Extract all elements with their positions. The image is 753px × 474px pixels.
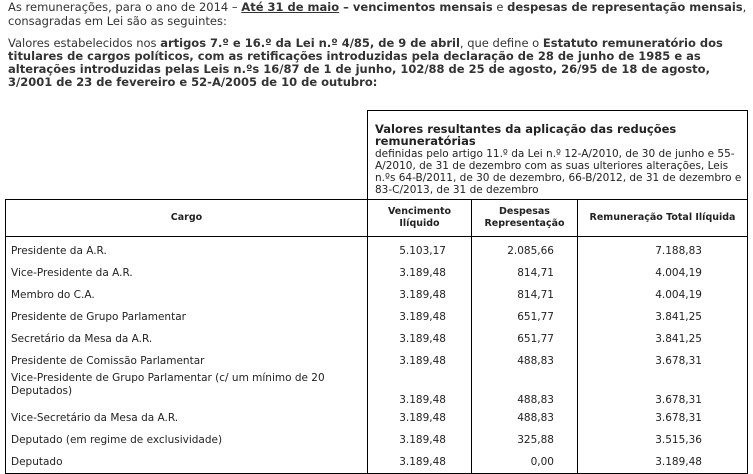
cell-total: 3.841,25 — [578, 306, 748, 328]
cell-total: 7.188,83 — [578, 237, 748, 263]
cell-cargo: Presidente de Grupo Parlamentar — [6, 306, 368, 328]
table-row — [6, 306, 748, 328]
table-row — [6, 262, 748, 284]
intro-conj: e — [492, 0, 508, 14]
cell-total: 3.189,48 — [578, 451, 748, 474]
table-row — [6, 237, 748, 263]
header-total: Remuneração Total Ilíquida — [578, 200, 748, 237]
cell-total: 3.678,31 — [578, 350, 748, 372]
intro-vencimentos: – vencimentos mensais — [339, 0, 493, 14]
cell-vencimento: 3.189,48 — [368, 407, 472, 429]
cell-despesas: 488,83 — [472, 372, 578, 407]
cell-cargo: Vice-Presidente de Grupo Parlamentar (c/ um mínimo de 20 Deputados) — [6, 372, 368, 407]
cell-cargo: Secretário da Mesa da A.R. — [6, 328, 368, 350]
intro-despesas: despesas de representação mensais — [507, 0, 743, 14]
table-row — [6, 451, 748, 474]
table-row — [6, 429, 748, 451]
intro-paragraph — [8, 0, 748, 28]
intro-text-end: , consagradas em Lei são as seguintes: — [8, 0, 747, 28]
cell-cargo: Vice-Secretário da Mesa da A.R. — [6, 407, 368, 429]
cell-vencimento: 3.189,48 — [368, 328, 472, 350]
intro-date: Até 31 de maio — [241, 0, 340, 14]
cell-despesas: 814,71 — [472, 262, 578, 284]
cell-vencimento: 3.189,48 — [368, 429, 472, 451]
cell-total: 3.515,36 — [578, 429, 748, 451]
cell-vencimento: 3.189,48 — [368, 306, 472, 328]
legal-references — [8, 37, 748, 89]
group-title: Valores resultantes da aplicação das reduções remuneratórias — [375, 122, 677, 148]
refs-text-mid: , que define o — [459, 36, 543, 50]
empty-corner — [6, 111, 368, 200]
table-row — [6, 284, 748, 306]
cell-vencimento: 3.189,48 — [368, 451, 472, 474]
cell-total: 4.004,19 — [578, 284, 748, 306]
header-vencimento: Vencimento Ilíquido — [368, 200, 472, 237]
intro-text: As remunerações, para o ano de 2014 – — [8, 0, 242, 14]
remuneration-table — [5, 110, 748, 474]
table-row — [6, 328, 748, 350]
cell-cargo: Vice-Presidente da A.R. — [6, 262, 368, 284]
header-cargo: Cargo — [6, 200, 368, 237]
cell-despesas: 2.085,66 — [472, 237, 578, 263]
cell-vencimento: 3.189,48 — [368, 350, 472, 372]
cell-total: 3.678,31 — [578, 372, 748, 407]
table-row — [6, 407, 748, 429]
cell-total: 4.004,19 — [578, 262, 748, 284]
cell-despesas: 488,83 — [472, 350, 578, 372]
refs-articles: artigos 7.º e 16.º da Lei n.º 4/85, de 9 de abril — [160, 36, 460, 50]
group-header — [368, 111, 748, 200]
cell-vencimento: 3.189,48 — [368, 262, 472, 284]
cell-despesas: 651,77 — [472, 306, 578, 328]
cell-cargo: Presidente da A.R. — [6, 237, 368, 263]
cell-vencimento: 3.189,48 — [368, 372, 472, 407]
cell-cargo: Deputado — [6, 451, 368, 474]
table-row — [6, 372, 748, 407]
group-subtitle: definidas pelo artigo 11.º da Lei n.º 12-A/2010, de 30 de junho e 55-A/2010, de 31 de dezembro com as suas ulteriores alterações, Leis n.ºs 64-B/2011, de 30 de dezembro, 66-B/2012, de 31 de dezembro e 83-C/2013, de 31 de dezembro — [375, 148, 742, 196]
cell-cargo: Membro do C.A. — [6, 284, 368, 306]
cell-total: 3.841,25 — [578, 328, 748, 350]
cell-despesas: 325,88 — [472, 429, 578, 451]
cell-despesas: 651,77 — [472, 328, 578, 350]
cell-vencimento: 5.103,17 — [368, 237, 472, 263]
cell-total: 3.678,31 — [578, 407, 748, 429]
cell-despesas: 0,00 — [472, 451, 578, 474]
cell-cargo: Presidente de Comissão Parlamentar — [6, 350, 368, 372]
refs-text: Valores estabelecidos nos — [8, 36, 161, 50]
cell-despesas: 488,83 — [472, 407, 578, 429]
cell-cargo: Deputado (em regime de exclusividade) — [6, 429, 368, 451]
cell-despesas: 814,71 — [472, 284, 578, 306]
cell-vencimento: 3.189,48 — [368, 284, 472, 306]
table-row — [6, 350, 748, 372]
refs-statute: Estatuto remuneratório dos titulares de cargos políticos, com as retificações introduzidas pela declaração de 28 de junho de 1985 e as alterações introduzidas pelas Leis n.ºs 16/87 de 1 de junho, 102/88 de 25 de agosto, 26/95 de 18 de agosto, 3/2001 de 23 de fevereiro e 52-A/2005 de 10 de outubro: — [8, 36, 723, 89]
header-despesas: Despesas Representação — [472, 200, 578, 237]
